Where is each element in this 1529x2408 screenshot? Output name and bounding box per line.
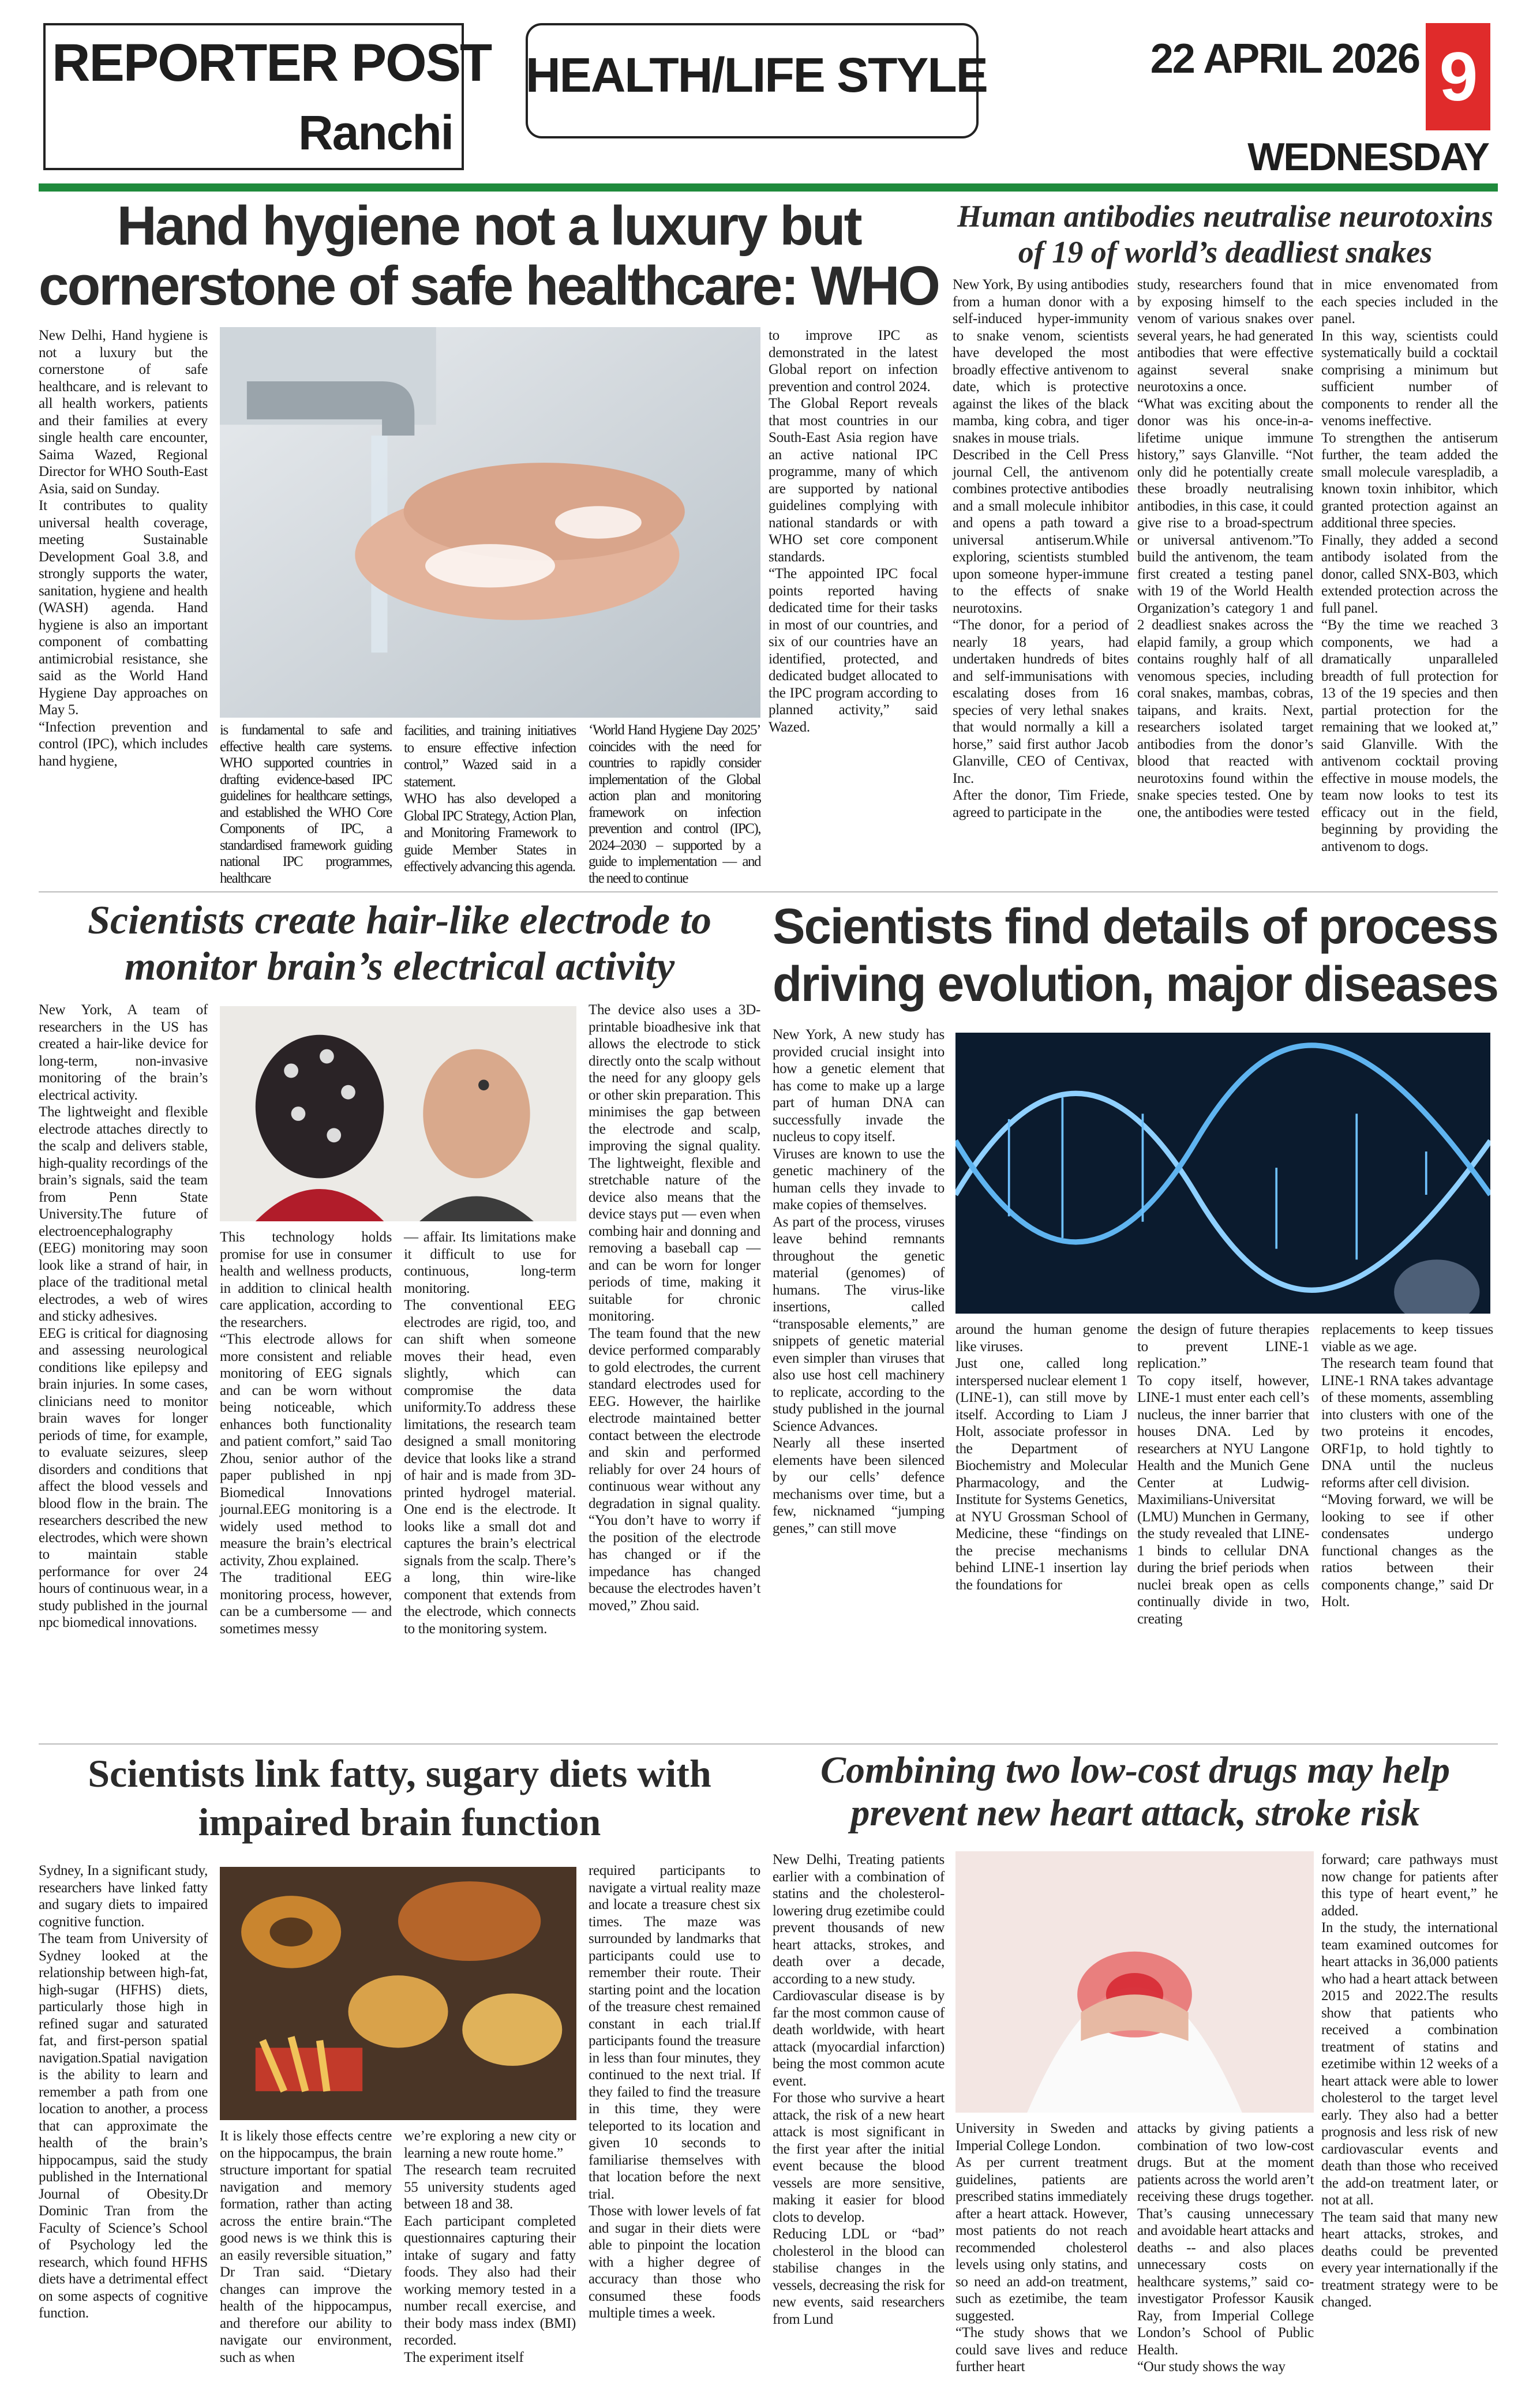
a1-col-4: ‘World Hand Hygiene Day 2025’ coincides with the need for countries to rapidly consider implementation of the Global action plan and monitoring framework on infection prevention and control (IPC), 2024–2030 – supported by a guide to implementation — and the need to continue [589, 722, 760, 886]
a4-col-4: replacements to keep tissues viable as we age. The research team found that LINE-1 RNA takes advantage of these moments, assembling into clusters with one of the two proteins it encodes, ORF1p, to hold tightly to DNA until the nucleus reforms after cell division. “Moving forward, we will be looking to see if other condensates undergo functional changes as the ratios between their components change,” said Dr Holt. [1321, 1322, 1493, 1610]
a1-col-3: facilities, and training initiatives to ensure effective infection control,” Wazed said in a statement. WHO has also developed a Global IPC Strategy, Action Plan, and Monitoring Framework to guide Member States in effectively advancing this agenda. [404, 723, 576, 875]
a2-headline-line2: of 19 of world’s deadliest snakes [1018, 235, 1433, 269]
a4-headline [773, 898, 1498, 1013]
a3-col-1: New York, A team of researchers in the US has created a hair-like device for long-term, non-invasive monitoring of the brain’s electrical activity. The lightweight and flexible electrode attaches directly to the scalp and delivers stable, high-quality recordings of the brain’s signals, said the team from Penn State University.The future of electroencephalography (EEG) monitoring may soon look like a strand of hair, in place of the traditional metal electrodes, a web of wires and sticky adhesives. EEG is critical for diagnosing and assessing neurological conditions like epilepsy and brain injuries. In some cases, clinicians need to monitor brain waves for longer periods of time, for example, to evaluate seizures, sleep disorders and conditions that affect the blood vessels and blood flow in the brain. The researchers described the new electrodes, which were shown to maintain stable performance for over 24 hours of continuous wear, in a study published in the journal npc biomedical innovations. [39, 1002, 208, 1630]
a3-col-3: — affair. Its limitations make it difficult to use for continuous, long-term monitoring. The conventional EEG electrodes are rigid, too, and can shift when someone moves their head, even slightly, which can compromise the data uniformity.To address these limitations, the research team designed a small monitoring device that looks like a strand of hair and is made from 3D-printed hydrogel material. One end is the electrode. It looks like a small dot and captures the brain’s electrical signals from the scalp. There’s a long, thin wire-like component that extends from the electrode, which connects to the monitoring system. [404, 1229, 576, 1637]
a1-photo-handwashing [220, 327, 760, 718]
a2-col-2: study, researchers found that by exposing himself to the venom of various snakes over several years, he had generated antibodies that were effective against several snake neurotoxins a once. “What was exciting about the donor was his once-in-a-lifetime unique immune history,” says Glanville. “Not only did he potentially create these broadly neutralising antibodies, in this case, it could give rise to a broad-spectrum or universal antivenom.”To build the antivenom, the team first created a testing panel with 19 of the World Health Organization’s category 1 and 2 deadliest snakes across the elapid family, a group which contains roughly half of all venomous species, including coral snakes, mambas, cobras, taipans, and kraits. Next, researchers isolated target antibodies from the donor’s blood that reacted with neurotoxins found within the snake species tested. One by one, the antibodies were tested [1137, 277, 1313, 820]
a2-col-1: New York, By using antibodies from a human donor with a self-induced hyper-immunity to snake venom, scientists have developed the most broadly effective antivenom to date, which is protective against the likes of the black mamba, king cobra, and tiger snakes in mouse trials. Described in the Cell Press journal Cell, the antivenom combines protective antibodies and a small molecule inhibitor and opens a path toward a universal antiserum.While exploring, scientists stumbled upon someone hyper-immune to the effects of snake neurotoxins. “The donor, for a period of nearly 18 years, had undertaken hundreds of bites and self-immunisations with escalating doses from 16 species of very lethal snakes that would normally a kill a horse,” said first author Jacob Glanville, CEO of Centivax, Inc. After the donor, Tim Friede, agreed to participate in the [953, 277, 1129, 820]
a6-col-3: attacks by giving patients a combination of two low-cost drugs. But at the moment patients across the world aren’t receiving these drugs together. That’s causing unnecessary and avoidable heart attacks and deaths -- and also places unnecessary costs on healthcare systems,” said co-investigator Professor Kausik Ray, from Imperial College London’s School of Public Health. “Our study shows the way [1137, 2121, 1314, 2375]
a5-headline [39, 1749, 760, 1846]
a6-col-4: forward; care pathways must now change for patients after this type of heart event,” he added. In the study, the international team examined outcomes for heart attacks in 36,000 patients who had a heart attack between 2015 and 2022.The results show that patients who received a combination treatment of statins and ezetimibe within 12 weeks of a heart attack were able to lower cholesterol to the target level early. They also had a better prognosis and less risk of new cardiovascular events and death than those who received the add-on treatment later, or not at all. The team said that many new heart attacks, strokes, and deaths could be prevented every year internationally if the treatment strategy were to be changed. [1321, 1852, 1498, 2310]
a1-col-2: is fundamental to safe and effective health care systems. WHO supported countries in drafting evidence-based IPC guidelines for healthcare settings, and established the WHO Core Components of IPC, a standardised framework guiding national IPC programmes, healthcare [220, 722, 392, 886]
a5-col-1: Sydney, In a significant study, researchers have linked fatty and sugary diets to impaired cognitive function. The team from University of Sydney looked at the relationship between high-fat, high-sugar (HFHS) diets, particularly those high in refined sugar and saturated fat, and first-person spatial navigation.Spatial navigation is the ability to learn and remember a path from one location to another, a process that can approximate the health of the brain’s hippocampus, said the study published in the International Journal of Obesity.Dr Dominic Tran from the Faculty of Science’s School of Psychology led the research, which found HFHS diets have a detrimental effect on some aspects of cognitive function. [39, 1863, 208, 2321]
a3-headline [39, 898, 760, 990]
a6-headline [773, 1749, 1498, 1835]
a3-photo-eeg-heads [220, 1006, 576, 1221]
a5-headline-line1: Scientists link fatty, sugary diets with [88, 1751, 711, 1795]
a3-col-4: The device also uses a 3D-printable bioadhesive ink that allows the electrode to stick directly onto the scalp without the need for any gloopy gels or other skin preparation. This minimises the gap between the electrode and scalp, improving the signal quality. The lightweight, flexible and stretchable nature of the device also means that the device stays put — even when combing hair and donning and removing a baseball cap — and can be worn for longer periods of time, making it suitable for chronic monitoring. The team found that the new device performed comparably to gold electrodes, the current standard electrodes used for EEG. However, the hairlike electrode maintained better contact between the electrode and skin and performed reliably for over 24 hours of continuous wear without any degradation in signal quality. “You don’t have to worry if the position of the electrode has changed or if the impedance has changed because the electrodes haven’t moved,” Zhou said. [589, 1002, 760, 1614]
a3-headline-line1: Scientists create hair-like electrode to [88, 898, 711, 943]
a2-headline [953, 198, 1498, 270]
a6-headline-line2: prevent new heart attack, stroke risk [850, 1792, 1420, 1834]
page-number: 9 [1426, 23, 1490, 130]
a1-col-1: New Delhi, Hand hygiene is not a luxury but the cornerstone of safe healthcare, and is relevant to all health workers, patients and their families at every single health care encounter, Saima Wazed, Regional Director for WHO South-East Asia, said on Sunday. It contributes to quality universal health coverage, meeting Sustainable Development Goal 3.8, and strongly supports the water, sanitation, hygiene and health (WASH) agenda. Hand hygiene is also an important component of combatting antimicrobial resistance, she said as the World Hand Hygiene Day approaches on May 5. “Infection prevention and control (IPC), which includes hand hygiene, [39, 328, 208, 769]
a5-col-3: we’re exploring a new city or learning a new route home.” The research team recruited 55 university students aged between 18 and 38. Each participant completed questionnaires capturing their intake of sugary and fatty foods. They also had their working memory tested in a number recall exercise, and their body mass index (BMI) recorded. The experiment itself [404, 2128, 576, 2365]
a4-headline-line1: Scientists find details of process [773, 899, 1498, 954]
a3-col-2: This technology holds promise for use in consumer health and wellness products, in addition to clinical health care application, according to the researchers. “This electrode allows for more consistent and reliable monitoring of EEG signals and can be worn without being noticeable, which enhances both functionality and patient comfort,” said Tao Zhou, senior author of the paper published in npj Biomedical Innovations journal.EEG monitoring is a widely used method to measure the brain’s electrical activity, Zhou explained. The traditional EEG monitoring process, however, can be a cumbersome — and sometimes messy [220, 1229, 392, 1637]
section-title: HEALTH/LIFE STYLE [526, 48, 987, 102]
a5-col-2: It is likely those effects centre on the hippocampus, the brain structure important for spatial navigation and memory formation, rather than acting across the entire brain.“The good news is we think this is an easily reversible situation,” Dr Tran said. “Dietary changes can improve the health of the hippocampus, and therefore our ability to navigate our environment, such as when [220, 2128, 392, 2365]
a4-col-1: New York, A new study has provided crucial insight into how a genetic element that has come to make up a large part of human DNA can successfully invade the nucleus to copy itself. Viruses are known to use the genetic machinery of the human cells they invade to make copies of themselves. As part of the process, viruses leave behind remnants throughout the genetic material (genomes) of humans. The virus-like insertions, called “transposable elements,” are snippets of genetic material even simpler than viruses that also use host cell machinery to replicate, according to the study published in the journal Science Advances. Nearly all these inserted elements have been silenced by our cells’ defence mechanisms over time, but a few, nicknamed “jumping genes,” can still move [773, 1027, 945, 1536]
a4-headline-line2: driving evolution, major diseases [773, 957, 1498, 1012]
issue-date: 22 APRIL 2026 [1150, 36, 1419, 82]
a2-headline-line1: Human antibodies neutralise neurotoxins [957, 199, 1493, 234]
a1-col-5: to improve IPC as demonstrated in the latest Global report on infection prevention and control 2024. The Global Report reveals that most countries in our South-East Asia region have an active national IPC programme, many of which are supported by national guidelines complying with national standards or with WHO set core component standards. “The appointed IPC focal points reported having dedicated time for their tasks in most of our countries, and six of our countries have an identified, protected, and dedicated budget allocated to the IPC program according to planned activity,” said Wazed. [769, 328, 938, 735]
a1-headline-line1: Hand hygiene not a luxury but [117, 195, 861, 257]
a5-col-4: required participants to navigate a virtual reality maze and locate a treasure chest six times. The maze was surrounded by landmarks that participants could use to remember their route. Their starting point and the location of the treasure chest remained constant in each trial.If participants found the treasure in less than four minutes, they continued to the next trial. If they failed to find the treasure in this time, they were teleported to its location and given 10 seconds to familiarise themselves with that location before the next trial. Those with lower levels of fat and sugar in their diets were able to pinpoint the location with a higher degree of accuracy than those who consumed these foods multiple times a week. [589, 1863, 760, 2321]
issue-day: WEDNESDAY [1247, 135, 1489, 179]
a2-col-3: in mice envenomated from each species included in the panel. In this way, scientists could systematically build a cocktail comprising a minimum but sufficient number of components to render all the venoms ineffective. To strengthen the antiserum further, the team added the small molecule varespladib, a known toxin inhibitor, which granted protection against an additional three species. Finally, they added a second antibody isolated from the donor, called SNX-B03, which extended protection across the full panel. “By the time we reached 3 components, we had a dramatically unparalleled breadth of full protection for 13 of the 19 species and then partial protection for the remaining that we looked at,” said Glanville. With the antivenom cocktail proving effective in mouse models, the team now looks to test its efficacy out in the field, beginning by providing the antivenom to dogs. [1321, 277, 1498, 854]
a5-photo-fast-food [220, 1867, 576, 2120]
a4-col-3: the design of future therapies to prevent LINE-1 replication.” To copy itself, however, LINE-1 must enter each cell’s nucleus, the inner barrier that houses DNA. Led by researchers at NYU Langone Health and the Munich Gene Center at Ludwig-Maximilians-Universitat (LMU) Munchen in Germany, the study revealed that LINE-1 binds to cellular DNA during the brief periods when nuclei break open as cells continually divide in two, creating [1137, 1322, 1309, 1627]
a6-headline-line1: Combining two low-cost drugs may help [820, 1749, 1450, 1791]
city-name: Ranchi [298, 106, 453, 160]
a3-headline-line2: monitor brain’s electrical activity [124, 944, 675, 989]
a5-headline-line2: impaired brain function [198, 1800, 601, 1844]
section-divider [39, 891, 1498, 892]
a6-col-2: University in Sweden and Imperial College London. As per current treatment guidelines, patients are prescribed statins immediately after a heart attack. However, most patients do not reach recommended cholesterol levels using only statins, and so need an add-on treatment, such as ezetimibe, the team suggested. “The study shows that we could save lives and reduce further heart [955, 2121, 1127, 2375]
a1-headline-line2: cornerstone of safe healthcare: WHO [39, 255, 939, 317]
a1-headline [39, 196, 939, 316]
masthead-green-rule [39, 183, 1498, 192]
a4-photo-dna-helix [955, 1033, 1490, 1314]
section-divider-2 [39, 1743, 1498, 1745]
a6-photo-chest-pain [955, 1851, 1314, 2113]
a4-col-2: around the human genome like viruses. Just one, called long interspersed nuclear element 1 (LINE-1), can still move by itself. According to Liam J Holt, associate professor in the Department of Biochemistry and Molecular Pharmacology, and the Institute for Systems Genetics, at NYU Grossman School of Medicine, these “findings on the precise mechanisms behind LINE-1 insertion lay the foundations for [955, 1322, 1127, 1593]
a6-col-1: New Delhi, Treating patients earlier with a combination of statins and the cholesterol-lowering drug ezetimibe could prevent thousands of new heart attacks, strokes, and death over a decade, according to a new study. Cardiovascular disease is by far the most common cause of death worldwide, with heart attack (myocardial infarction) being the most common acute event. For those who survive a heart attack, the risk of a new heart attack is most significant in the first year after the initial event because the blood vessels are more sensitive, making it easier for blood clots to develop. Reducing LDL or “bad” cholesterol in the blood can stabilise changes in the vessels, decreasing the risk for new events, said researchers from Lund [773, 1852, 945, 2327]
paper-name: REPORTER POST [52, 33, 492, 92]
